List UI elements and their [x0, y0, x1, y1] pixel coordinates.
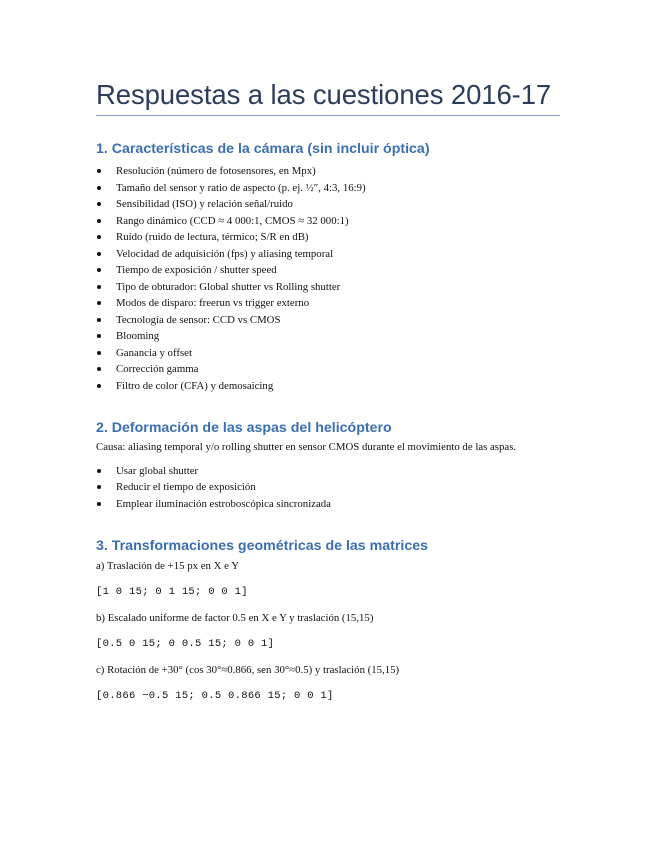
- part-c-label: c) Rotación de +30° (cos 30°≈0.866, sen 30°≈0.5) y traslación (15,15): [96, 664, 400, 676]
- list-item: Modos de disparo: freerun vs trigger externo: [96, 295, 559, 312]
- list-item: Tipo de obturador: Global shutter vs Rolling shutter: [96, 279, 559, 296]
- list-item: Tamaño del sensor y ratio de aspecto (p. ej. ½″, 4:3, 16:9): [96, 180, 559, 197]
- part-a-label: a) Traslación de +15 px en X e Y: [96, 560, 240, 572]
- list-item: Emplear iluminación estroboscópica sincronizada: [96, 496, 559, 513]
- cause-paragraph: Causa: aliasing temporal y/o rolling shutter en sensor CMOS durante el movimiento de las aspas.: [96, 441, 517, 453]
- part-a-matrix: [1 0 15; 0 1 15; 0 0 1]: [96, 585, 248, 598]
- list-item: Velocidad de adquisición (fps) y aliasing temporal: [96, 246, 559, 263]
- list-item: Ruido (ruido de lectura, térmico; S/R en dB): [96, 229, 559, 246]
- solutions-list: [96, 463, 559, 513]
- section-3-heading: 3. Transformaciones geométricas de las matrices: [96, 538, 428, 554]
- list-item: Rango dinámico (CCD ≈ 4 000:1, CMOS ≈ 32 000:1): [96, 213, 559, 230]
- document-title: Respuestas a las cuestiones 2016-17: [96, 79, 552, 110]
- list-item: Usar global shutter: [96, 463, 559, 480]
- part-b-label: b) Escalado uniforme de factor 0.5 en X e Y y traslación (15,15): [96, 612, 374, 624]
- list-item: Sensibilidad (ISO) y relación señal/ruido: [96, 196, 559, 213]
- list-item: Ganancia y offset: [96, 345, 559, 362]
- list-item: Corrección gamma: [96, 361, 559, 378]
- list-item: Blooming: [96, 328, 559, 345]
- section-1-heading: 1. Características de la cámara (sin incluir óptica): [96, 141, 430, 157]
- part-b-matrix: [0.5 0 15; 0 0.5 15; 0 0 1]: [96, 637, 275, 650]
- list-item: Tecnología de sensor: CCD vs CMOS: [96, 312, 559, 329]
- title-underline: [96, 115, 560, 116]
- list-item: Filtro de color (CFA) y demosaicing: [96, 378, 559, 395]
- camera-characteristics-list: [96, 163, 559, 394]
- section-2-heading: 2. Deformación de las aspas del helicóptero: [96, 420, 392, 436]
- part-c-matrix: [0.866 −0.5 15; 0.5 0.866 15; 0 0 1]: [96, 689, 334, 702]
- list-item: Resolución (número de fotosensores, en Mpx): [96, 163, 559, 180]
- list-item: Reducir el tiempo de exposición: [96, 479, 559, 496]
- list-item: Tiempo de exposición / shutter speed: [96, 262, 559, 279]
